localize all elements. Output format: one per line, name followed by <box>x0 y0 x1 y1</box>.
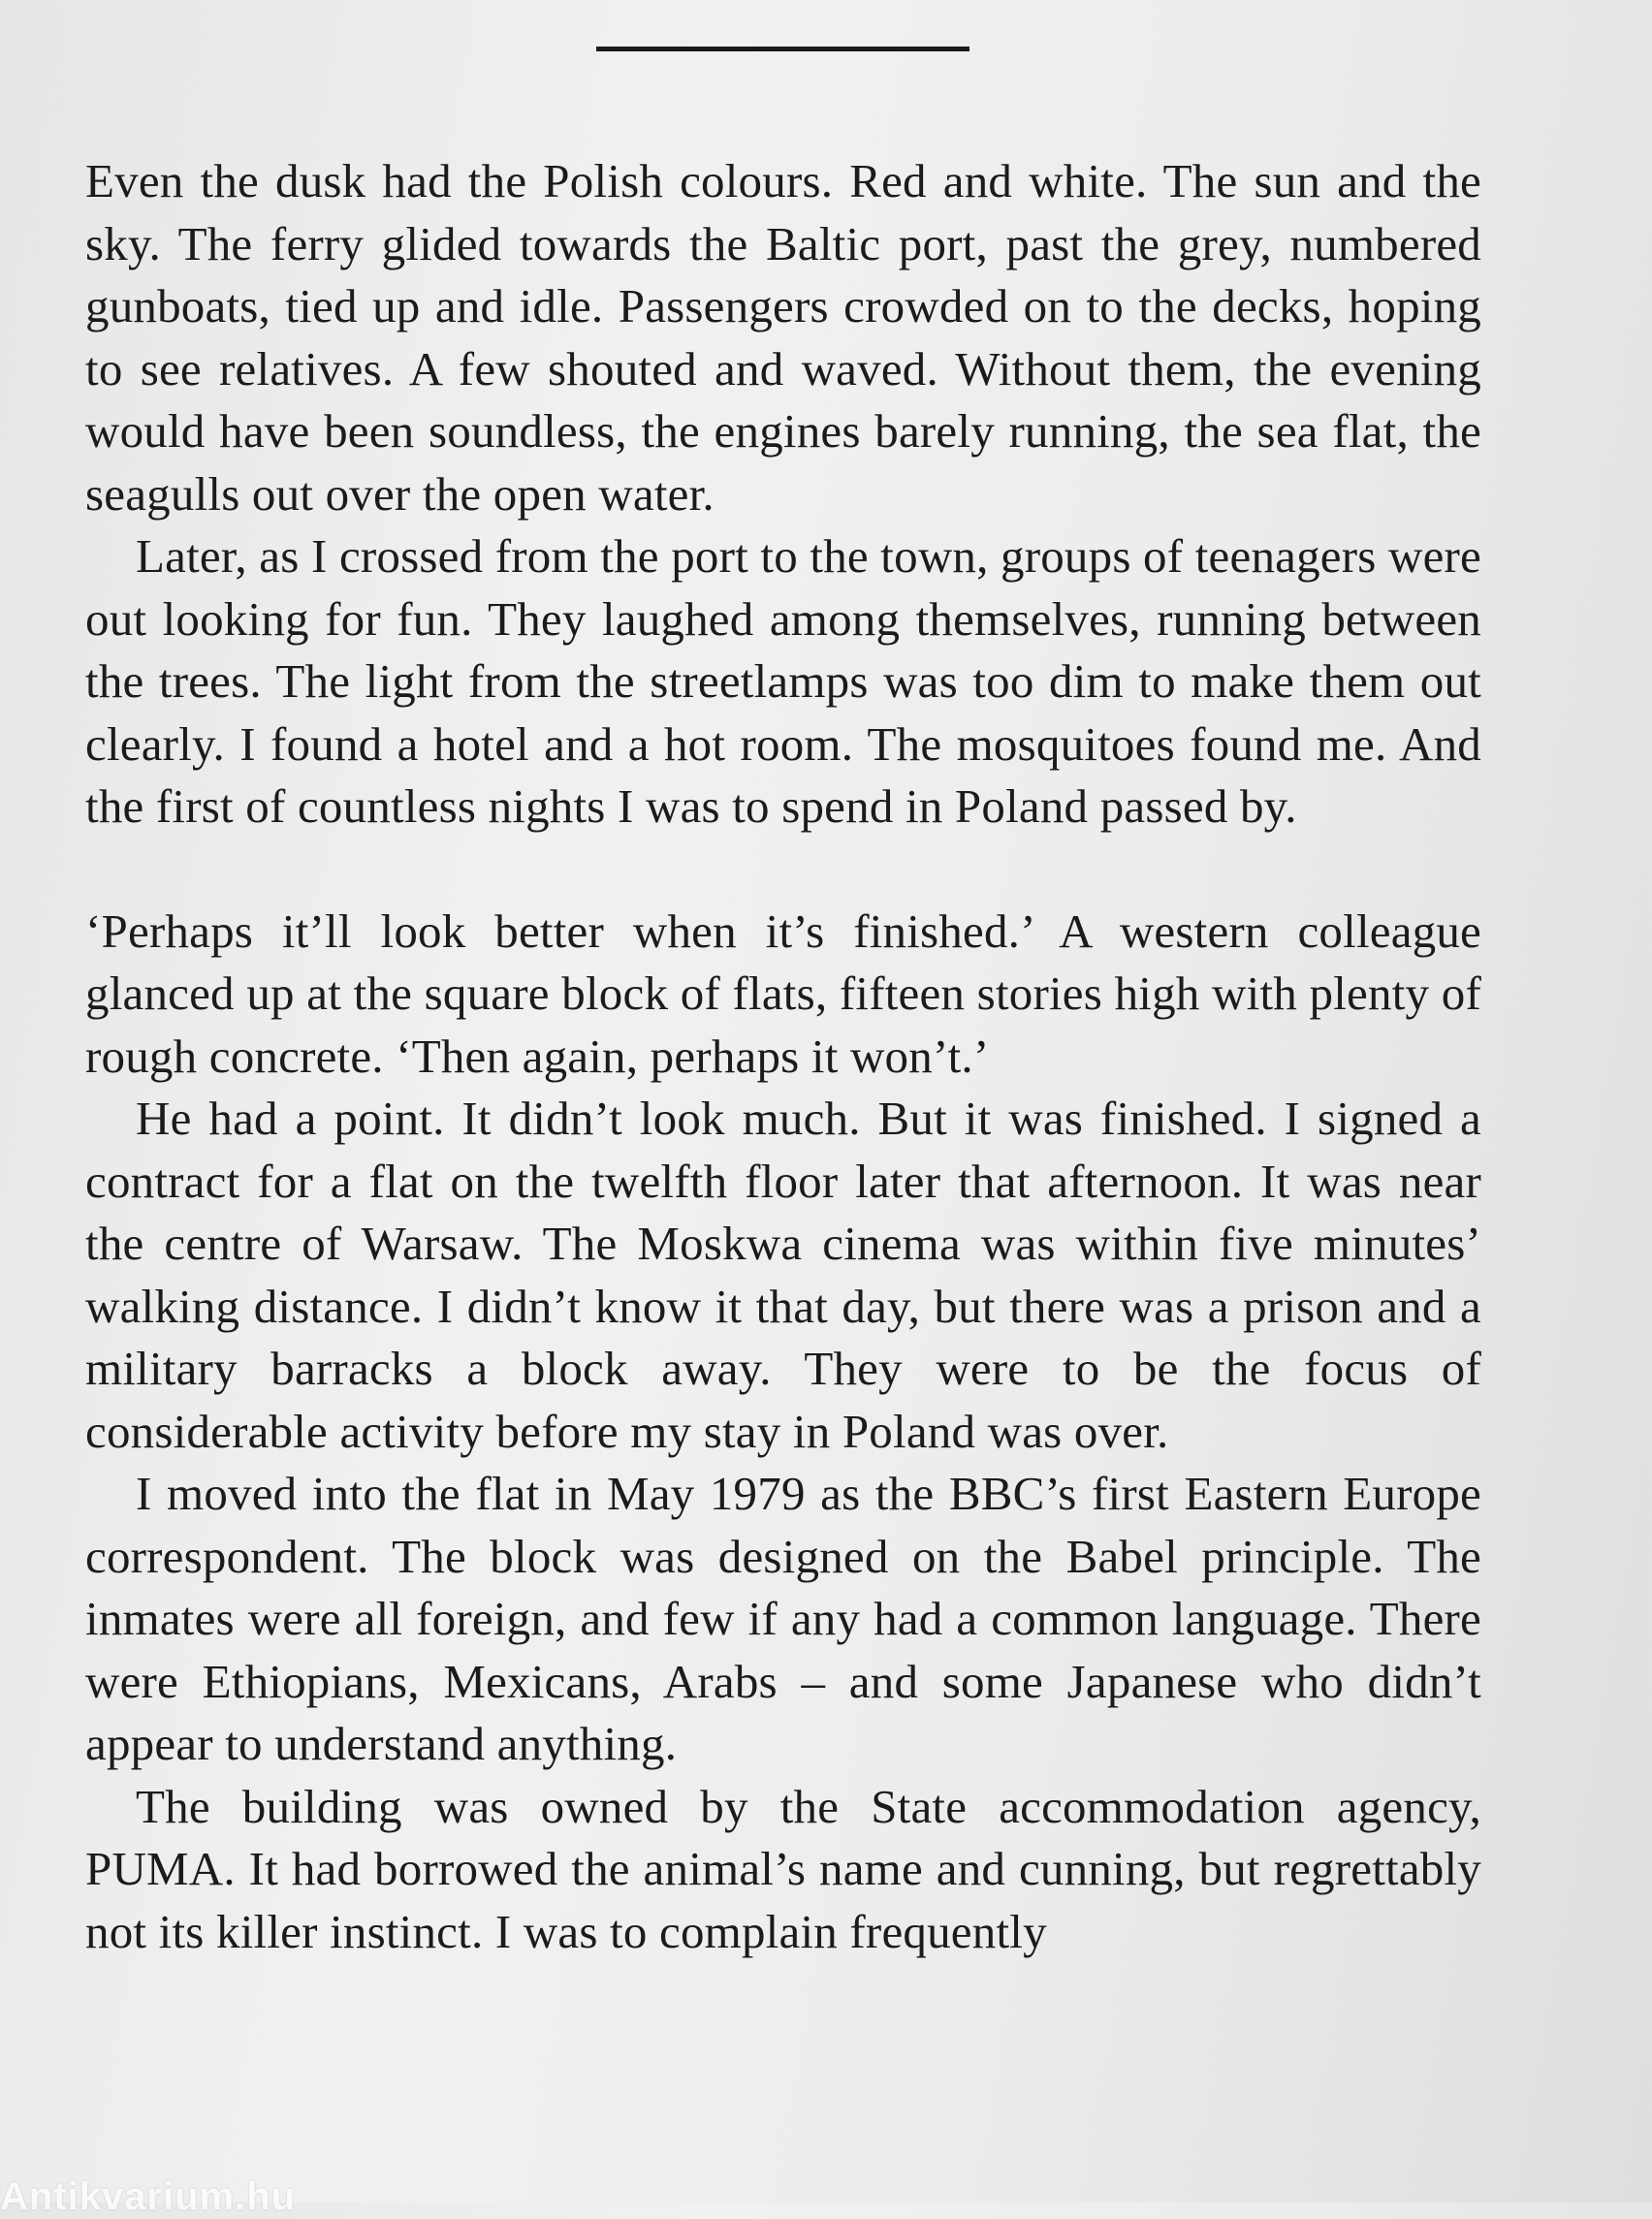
paragraph-4: He had a point. It didn’t look much. But it was finished. I signed a contract for a flat on the twelfth floor later that afternoon. It was near the centre of Warsaw. The Moskwa cinema was within five minutes’ walking distance. I didn’t know it that day, but there was a prison and a military barracks a block away. They were to be the focus of considerable activity before my stay in Poland was over. <box>85 1092 1481 1458</box>
paragraph-6: The building was owned by the State accommodation agency, PUMA. It had borrowed the animal’s name and cunning, but regrettably not its killer instinct. I was to complain frequently <box>85 1779 1481 1958</box>
paragraph-3: ‘Perhaps it’ll look better when it’s finished.’ A western colleague glanced up at the square block of flats, fifteen stories high with plenty of rough concrete. ‘Then again, perhaps it won’t.’ <box>85 903 1481 1083</box>
watermark: Antikvarium.hu <box>0 2175 297 2218</box>
body-text <box>85 150 1481 1963</box>
paragraph-2: Later, as I crossed from the port to the town, groups of teenagers were out looking for fun. They laughed among themselves, running between the trees. The light from the streetlamps was too dim to make them out clearly. I found a hotel and a hot room. The mosquitoes found me. And the first of countless nights I was to spend in Poland passed by. <box>85 529 1481 833</box>
paragraph-5: I moved into the flat in May 1979 as the BBC’s first Eastern Europe correspondent. The block was designed on the Babel principle. The inmates were all foreign, and few if any had a common language. There were Ethiopians, Mexicans, Arabs – and some Japanese who didn’t appear to understand anything. <box>85 1467 1481 1770</box>
section-rule <box>596 47 969 51</box>
paragraph-1: Even the dusk had the Polish colours. Red and white. The sun and the sky. The ferry glided towards the Baltic port, past the grey, numbered gunboats, tied up and idle. Passengers crowded on to the decks, hoping to see relatives. A few shouted and waved. Without them, the evening would have been soundless, the engines barely running, the sea flat, the seagulls out over the open water. <box>85 154 1481 521</box>
